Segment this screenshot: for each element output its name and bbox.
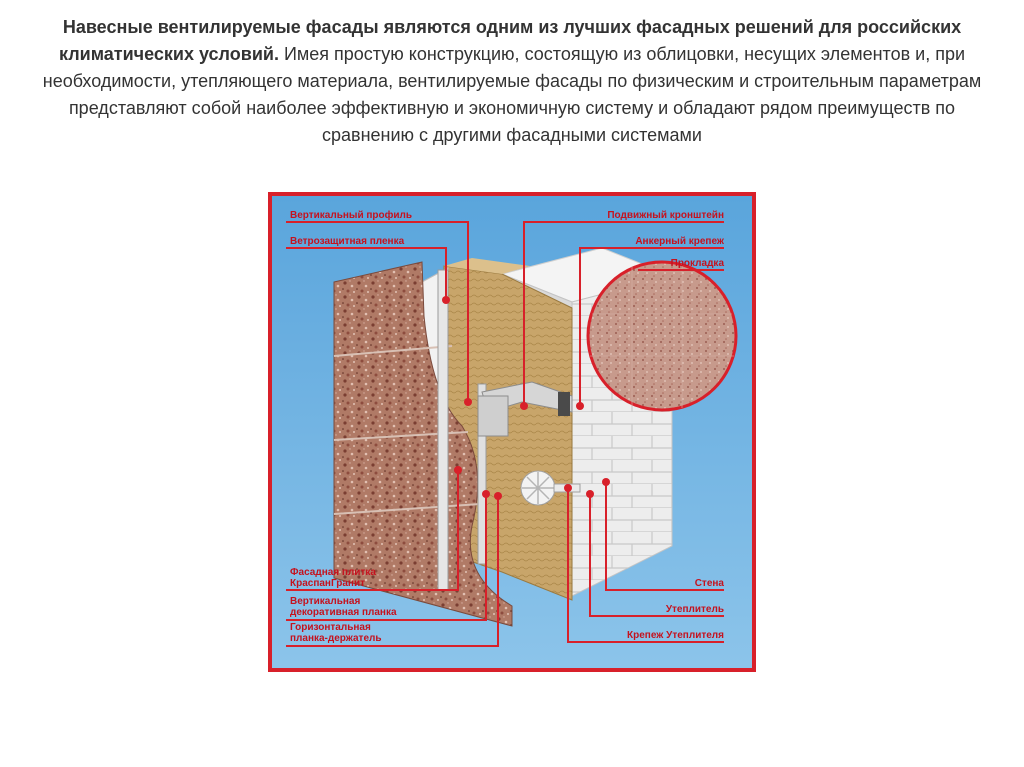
label-movable-bracket: Подвижный кронштейн bbox=[607, 210, 724, 221]
facade-diagram-svg bbox=[272, 196, 752, 668]
intro-bold-text: Навесные вентилируемые фасады являются одним из лучших фасадных решений для российских климатических условий. bbox=[58, 17, 962, 64]
label-gasket: Прокладка bbox=[670, 258, 724, 269]
label-vertical-strip-line1: Вертикальная bbox=[290, 596, 361, 607]
label-facade-tile-line1: Фасадная плитка bbox=[290, 567, 376, 578]
bracket-plate bbox=[478, 396, 508, 436]
vertical-profile bbox=[438, 270, 448, 590]
intro-regular-text: Имея простую конструкцию, состоящую из облицовки, несущих элементов и, при необходимости, утепляющего материала, вентилируемые фасады по физическим и строительным параметрам представляют собой наиболее эффективную и экономичную систему и обладают рядом преимуществ по сравнению с другими фасадными системами bbox=[42, 44, 982, 145]
label-anchor-fastener: Анкерный крепеж bbox=[635, 236, 724, 247]
label-insulation: Утеплитель bbox=[665, 604, 724, 615]
label-horizontal-strip-line2: планка-держатель bbox=[290, 633, 382, 644]
magnifier-circle bbox=[588, 262, 736, 410]
label-wall: Стена bbox=[694, 578, 724, 589]
facade-diagram bbox=[268, 192, 756, 672]
label-vertical-profile: Вертикальный профиль bbox=[290, 210, 413, 221]
label-insulation-fastener: Крепеж Утеплителя bbox=[627, 630, 724, 641]
label-facade-tile-line2: КраспанГранит bbox=[290, 578, 366, 589]
intro-paragraph bbox=[40, 14, 984, 149]
label-windproof-film: Ветрозащитная пленка bbox=[290, 236, 405, 247]
bracket-gasket bbox=[558, 392, 570, 416]
label-horizontal-strip-line1: Горизонтальная bbox=[290, 622, 371, 633]
label-vertical-strip-line2: декоративная планка bbox=[290, 607, 397, 618]
